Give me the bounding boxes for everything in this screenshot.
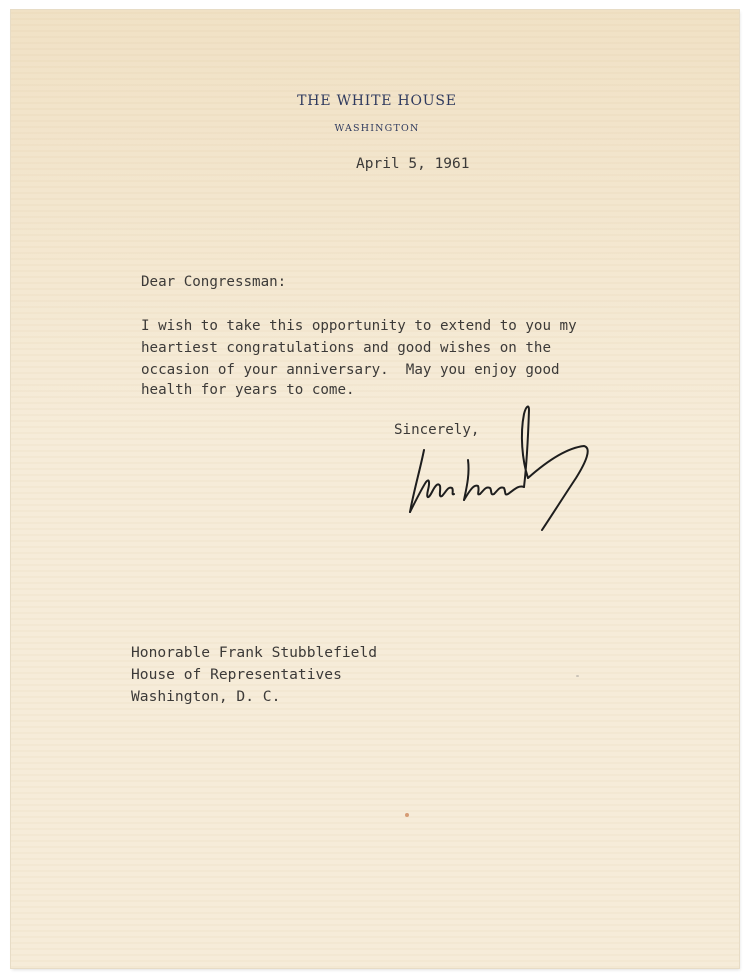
salutation: Dear Congressman: (141, 274, 287, 290)
addressee-line-3: Washington, D. C. (131, 688, 281, 705)
body-line-2: heartiest congratulations and good wishes on the (141, 340, 551, 356)
closing: Sincerely, (394, 422, 480, 438)
signature (396, 390, 591, 535)
addressee-line-2: House of Representatives (131, 666, 342, 683)
letterhead-title: THE WHITE HOUSE (297, 93, 457, 109)
body-line-4: health for years to come. (141, 382, 355, 398)
letter-date: April 5, 1961 (356, 156, 470, 172)
letter-sheet (11, 10, 739, 968)
addressee-line-1: Honorable Frank Stubblefield (131, 644, 378, 661)
paper-spot (405, 813, 409, 817)
paper-spot (576, 675, 579, 677)
body-line-3: occasion of your anniversary. May you enjoy good (141, 362, 560, 378)
letterhead-city: WASHINGTON (334, 123, 420, 134)
body-line-1: I wish to take this opportunity to extend to you my (141, 318, 577, 334)
